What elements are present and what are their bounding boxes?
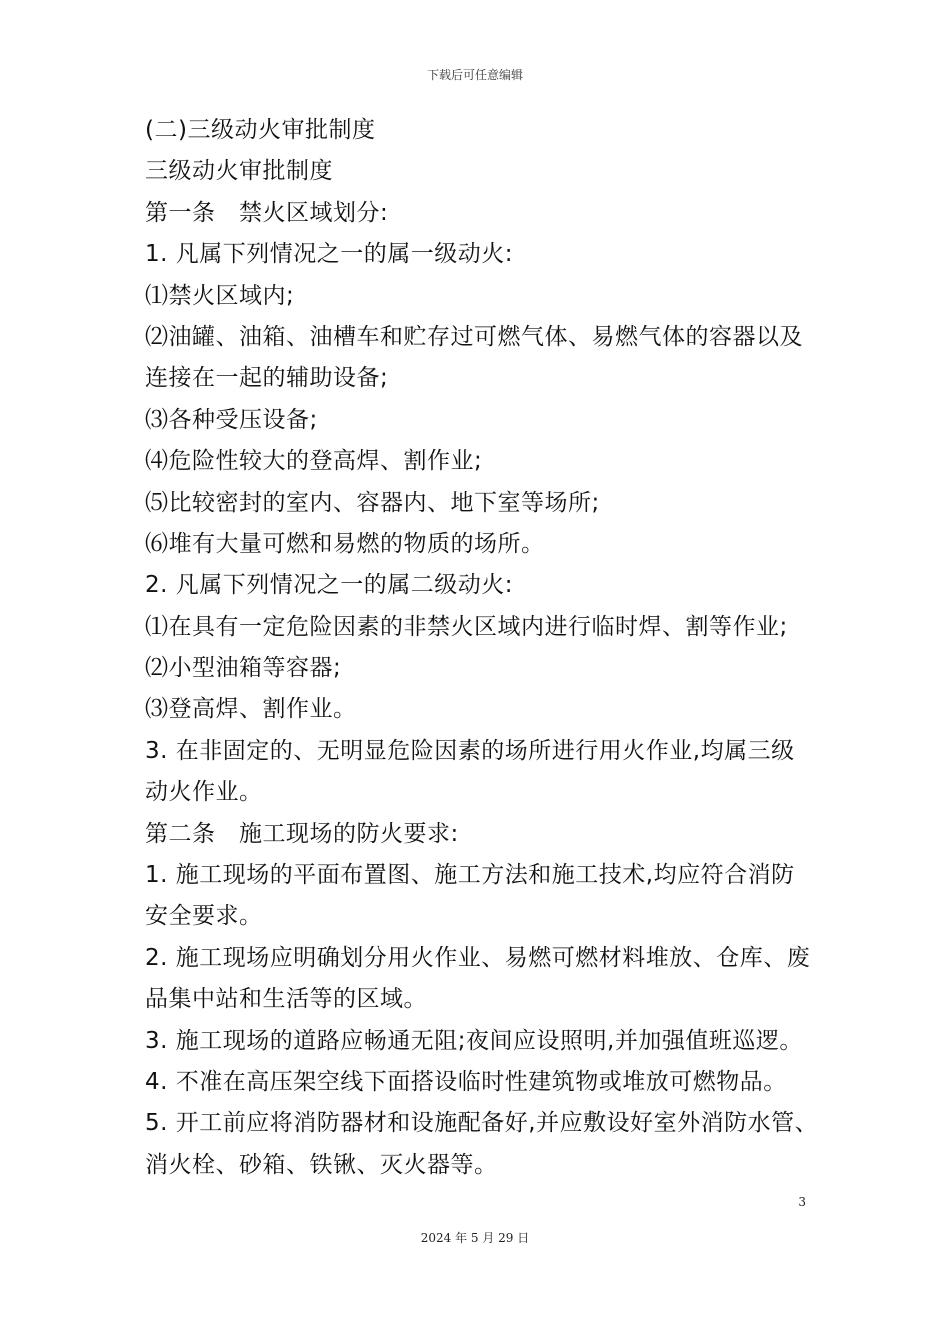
text-line: 安全要求。: [145, 903, 263, 930]
document-title: 三级动火审批制度: [145, 158, 333, 185]
document-body: [145, 110, 819, 1186]
text-line: 3. 在非固定的、无明显危险因素的场所进行用火作业,均属三级: [145, 737, 795, 764]
text-line: 5. 开工前应将消防器材和设施配备好,并应敷设好室外消防水管、: [145, 1110, 819, 1137]
text-line: ⑴在具有一定危险因素的非禁火区域内进行临时焊、割等作业;: [145, 613, 788, 640]
header-note: 下载后可任意编辑: [426, 68, 523, 82]
text-line: 连接在一起的辅助设备;: [145, 365, 389, 392]
text-line: 2. 施工现场应明确划分用火作业、易燃可燃材料堆放、仓库、废: [145, 944, 811, 971]
section-heading: (二)三级动火审批制度: [145, 117, 376, 143]
text-line: 动火作业。: [145, 779, 263, 806]
text-line: 3. 施工现场的道路应畅通无阻;夜间应设照明,并加强值班巡逻。: [145, 1027, 803, 1054]
text-line: 1. 施工现场的平面布置图、施工方法和施工技术,均应符合消防: [145, 862, 795, 889]
text-line: 品集中站和生活等的区域。: [145, 986, 427, 1013]
text-line: ⑶登高焊、割作业。: [145, 696, 357, 723]
article-heading: 第一条 禁火区域划分:: [145, 199, 389, 226]
text-line: 1. 凡属下列情况之一的属一级动火:: [145, 241, 514, 268]
text-line: ⑵小型油箱等容器;: [145, 655, 342, 682]
text-line: ⑶各种受压设备;: [145, 406, 318, 433]
text-line: ⑷危险性较大的登高焊、割作业;: [145, 448, 483, 475]
footer-date: 2024 年 5 月 29 日: [420, 1231, 530, 1245]
text-line: ⑵油罐、油箱、油槽车和贮存过可燃气体、易燃气体的容器以及: [145, 323, 803, 350]
page-number: 3: [798, 1195, 806, 1209]
text-line: ⑹堆有大量可燃和易燃的物质的场所。: [145, 530, 545, 557]
text-line: 消火栓、砂箱、铁锹、灭火器等。: [145, 1151, 498, 1178]
text-line: ⑸比较密封的室内、容器内、地下室等场所;: [145, 489, 600, 516]
article-heading: 第二条 施工现场的防火要求:: [145, 820, 459, 847]
text-line: 4. 不准在高压架空线下面搭设临时性建筑物或堆放可燃物品。: [145, 1068, 787, 1095]
text-line: 2. 凡属下列情况之一的属二级动火:: [145, 572, 514, 599]
text-line: ⑴禁火区域内;: [145, 282, 295, 309]
